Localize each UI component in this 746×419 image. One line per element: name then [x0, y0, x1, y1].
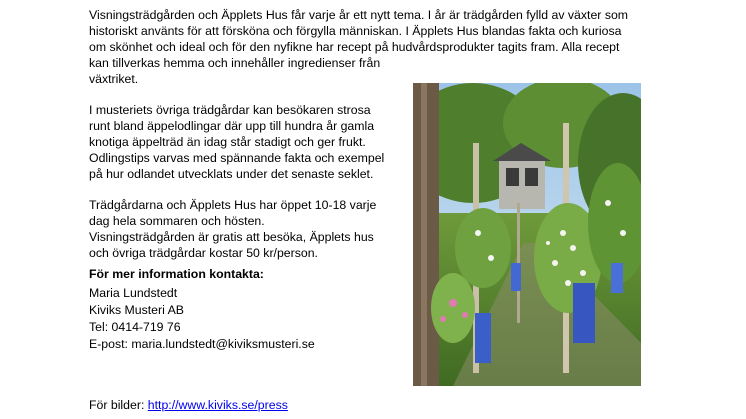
intro-line: Visningsträdgården och Äpplets Hus får varje år ett nytt tema. I år är trädgården fylld av växter som — [89, 8, 629, 22]
press-line — [89, 397, 288, 413]
hours-line: dag hela sommaren och hösten. — [89, 214, 265, 228]
contact-company: Kiviks Musteri AB — [89, 303, 184, 317]
hours-line: och övriga trädgårdar kostar 50 kr/person. — [89, 246, 318, 260]
press-link[interactable]: http://www.kiviks.se/press — [147, 398, 288, 412]
contact-heading: För mer information kontakta: — [89, 267, 264, 281]
intro-line: kan tillverkas hemma och innehåller ingredienser från — [89, 56, 381, 70]
musteri-line: Odlingstips varvas med spännande fakta och exempel — [89, 151, 385, 165]
press-label: För bilder: — [89, 398, 145, 412]
hours-line: Trädgårdarna och Äpplets Hus har öppet 10-18 varje — [89, 198, 377, 212]
intro-line: växtriket. — [89, 72, 139, 86]
contact-email: E-post: maria.lundstedt@kiviksmusteri.se — [89, 337, 315, 351]
musteri-line: på hur odlandet utvecklats under det senaste seklet. — [89, 167, 374, 181]
garden-photo — [413, 83, 641, 386]
contact-name: Maria Lundstedt — [89, 286, 178, 300]
musteri-line: runt bland äppelodlingar där upp till hundra år gamla — [89, 119, 375, 133]
musteri-line: knotiga äppelträd än idag står stadigt och ger frukt. — [89, 135, 366, 149]
contact-phone: Tel: 0414-719 76 — [89, 320, 181, 334]
intro-line: historiskt använts för att försköna och förgylla människan. I Äpplets Hus blandas fakta och kuriosa — [89, 24, 622, 38]
hours-line: Visningsträdgården är gratis att besöka, Äpplets hus — [89, 230, 374, 244]
intro-line: om skönhet och ideal och för den nyfikne har recept på hudvårdsprodukter tagits fram. Alla recept — [89, 40, 620, 54]
musteri-line: I musteriets övriga trädgårdar kan besökaren strosa — [89, 103, 371, 117]
